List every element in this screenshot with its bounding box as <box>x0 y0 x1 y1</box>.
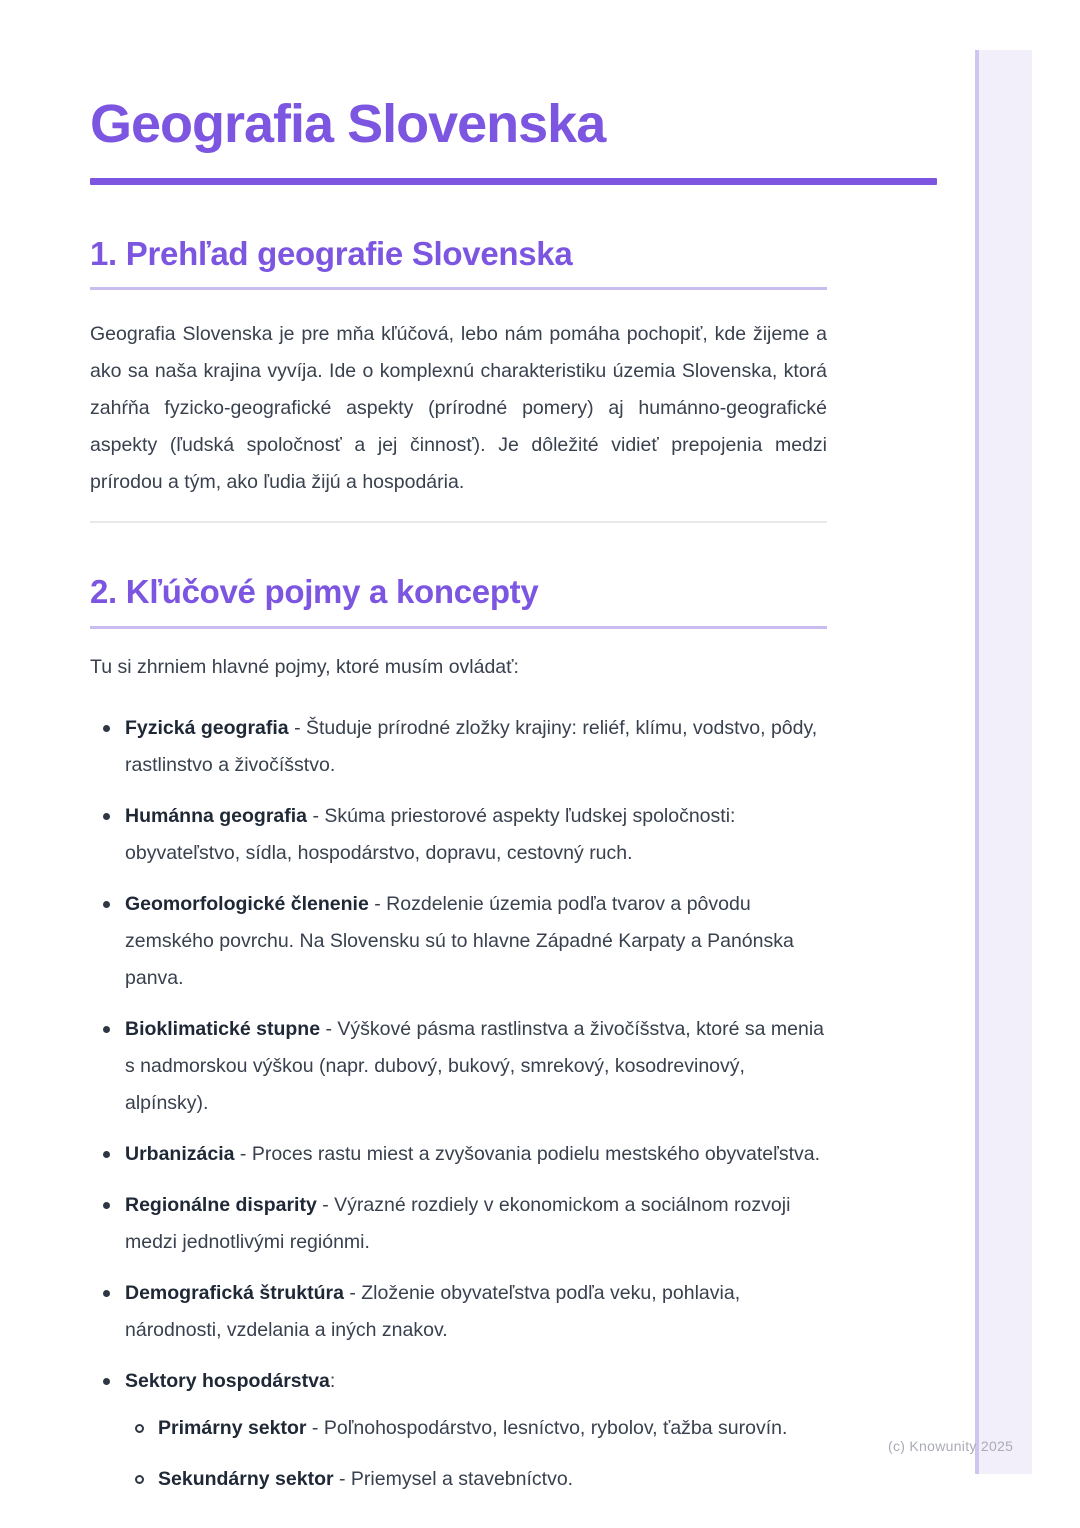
term-label: Geomorfologické členenie <box>125 892 369 915</box>
term-label: Sektory hospodárstva <box>125 1369 330 1392</box>
list-item <box>90 1011 827 1122</box>
term-description: Zloženie obyvateľstva podľa veku, pohlavia, národnosti, vzdelania a iných znakov. <box>125 1281 741 1341</box>
term-separator: - <box>320 1017 338 1040</box>
term-separator: - <box>234 1142 252 1165</box>
term-separator: - <box>307 804 325 827</box>
list-item <box>90 1187 827 1261</box>
title-rule <box>90 178 937 185</box>
term-label: Bioklimatické stupne <box>125 1017 321 1040</box>
list-item <box>90 1363 827 1498</box>
term-description: Poľnohospodárstvo, lesníctvo, rybolov, ťažba surovín. <box>323 1416 788 1439</box>
sub-list-item <box>125 1410 827 1447</box>
term-separator: - <box>288 716 306 739</box>
term-description: Študuje prírodné zložky krajiny: reliéf, klímu, vodstvo, pôdy, rastlinstvo a živočíšstvo. <box>125 716 818 776</box>
list-item <box>90 886 827 997</box>
term-label: Humánna geografia <box>125 804 308 827</box>
list-item <box>90 798 827 872</box>
sub-list-item <box>125 1461 827 1498</box>
section-2-heading: 2. Kľúčové pojmy a koncepty <box>90 573 539 611</box>
section-divider <box>90 521 827 523</box>
list-item <box>90 1275 827 1349</box>
term-separator: - <box>306 1416 324 1439</box>
key-terms-list <box>90 710 827 1498</box>
term-description: Rozdelenie územia podľa tvarov a pôvodu zemského povrchu. Na Slovensku sú to hlavne Západné Karpaty a Panónska panva. <box>125 892 794 989</box>
term-separator: - <box>333 1467 351 1490</box>
list-item <box>90 710 827 784</box>
section-2-intro: Tu si zhrniem hlavné pojmy, ktoré musím ovládať: <box>90 655 519 678</box>
section-1-rule <box>90 287 827 290</box>
term-description: Priemysel a stavebníctvo. <box>350 1467 574 1490</box>
term-label: Regionálne disparity <box>125 1193 317 1216</box>
term-description: Skúma priestorové aspekty ľudskej spoločnosti: obyvateľstvo, sídla, hospodárstvo, dopravu, cestovný ruch. <box>125 804 736 864</box>
section-1-heading: 1. Prehľad geografie Slovenska <box>90 235 573 272</box>
term-label: Sekundárny sektor <box>158 1467 334 1490</box>
term-separator: : <box>329 1369 336 1392</box>
sub-terms-list <box>125 1410 827 1498</box>
list-item <box>90 1136 827 1173</box>
side-stripe <box>975 50 1032 1474</box>
term-separator: - <box>368 892 387 915</box>
term-description: Proces rastu miest a zvyšovania podielu mestského obyvateľstva. <box>251 1142 821 1165</box>
content-column <box>90 0 827 1512</box>
section-1-paragraph: Geografia Slovenska je pre mňa kľúčová, lebo nám pomáha pochopiť, kde žijeme a ako sa naša krajina vyvíja. Ide o komplexnú charakteristiku územia Slovenska, ktorá zahŕňa fyzicko-geografické aspekty (prírodné pomery) aj humánno-geografické aspekty (ľudská spoločnosť a jej činnosť). Je dôležité vidieť prepojenia medzi prírodou a tým, ako ľudia žijú a hospodária. <box>90 323 827 494</box>
term-separator: - <box>343 1281 362 1304</box>
term-label: Fyzická geografia <box>125 716 289 739</box>
copyright-footer: (c) Knowunity 2025 <box>888 1438 1014 1454</box>
term-label: Demografická štruktúra <box>125 1281 344 1304</box>
term-description: Výškové pásma rastlinstva a živočíšstva, ktoré sa menia s nadmorskou výškou (napr. dubový, bukový, smrekový, kosodrevinový, alpínsky). <box>125 1017 825 1114</box>
section-2-rule <box>90 626 827 629</box>
term-label: Primárny sektor <box>158 1416 307 1439</box>
term-separator: - <box>316 1193 335 1216</box>
page-title: Geografia Slovenska <box>90 94 606 154</box>
term-label: Urbanizácia <box>125 1142 235 1165</box>
term-description: Výrazné rozdiely v ekonomickom a sociálnom rozvoji medzi jednotlivými regiónmi. <box>125 1193 791 1253</box>
